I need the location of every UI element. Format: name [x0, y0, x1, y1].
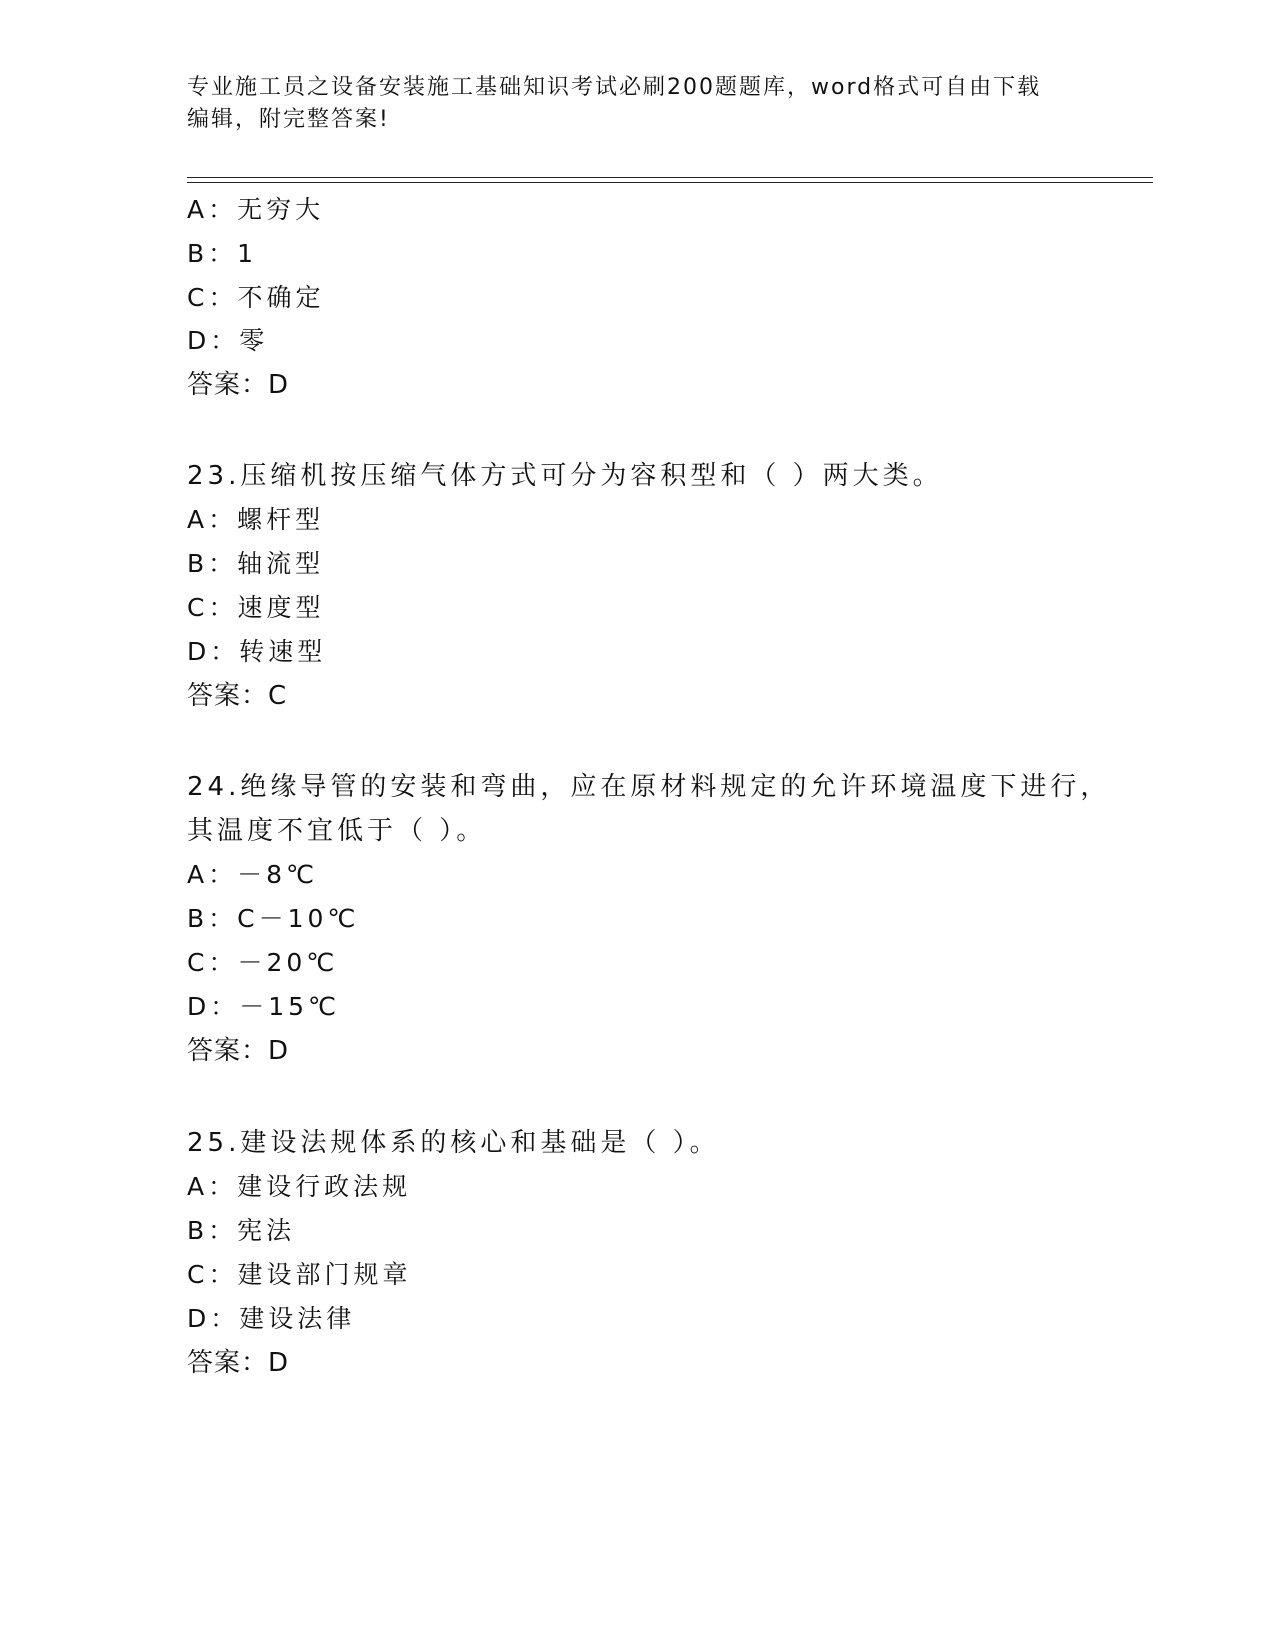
q22-answer: 答案：D — [187, 370, 290, 400]
q22-option-a: A：无穷大 — [187, 195, 325, 224]
header-line-1: 专业施工员之设备安装施工基础知识考试必刷200题题库，word格式可自由下载 — [187, 75, 1042, 100]
q23-question: 23.压缩机按压缩气体方式可分为容积型和（ ）两大类。 — [187, 461, 943, 491]
q25-option-d: D：建设法律 — [187, 1304, 356, 1333]
header-divider-top — [187, 177, 1153, 178]
document-header — [187, 72, 1087, 136]
q23-answer: 答案：C — [187, 681, 288, 711]
header-divider-bottom — [187, 182, 1153, 183]
q22-option-b: B：1 — [187, 239, 258, 268]
q24-option-a: A：－8℃ — [187, 860, 319, 889]
header-line-2: 编辑，附完整答案! — [187, 107, 390, 132]
q22-option-c: C：不确定 — [187, 283, 325, 312]
q24-answer: 答案：D — [187, 1036, 290, 1066]
q23-option-c: C：速度型 — [187, 593, 325, 622]
q24-option-d: D：－15℃ — [187, 992, 341, 1021]
q24-option-b: B：C－10℃ — [187, 904, 360, 933]
q24-question-line-2: 其温度不宜低于（ ）。 — [187, 816, 487, 846]
q23-option-d: D：转速型 — [187, 637, 327, 666]
q24-option-c: C：－20℃ — [187, 948, 339, 977]
q22-option-d: D：零 — [187, 326, 269, 355]
q23-option-b: B：轴流型 — [187, 549, 325, 578]
q25-option-a: A：建设行政法规 — [187, 1172, 412, 1201]
q25-question: 25.建设法规体系的核心和基础是（ ）。 — [187, 1128, 720, 1158]
q25-answer: 答案：D — [187, 1348, 290, 1378]
q25-option-b: B：宪法 — [187, 1216, 296, 1245]
q25-option-c: C：建设部门规章 — [187, 1260, 412, 1289]
q23-option-a: A：螺杆型 — [187, 505, 325, 534]
q24-question-line-1: 24.绝缘导管的安装和弯曲，应在原材料规定的允许环境温度下进行， — [187, 772, 1111, 802]
